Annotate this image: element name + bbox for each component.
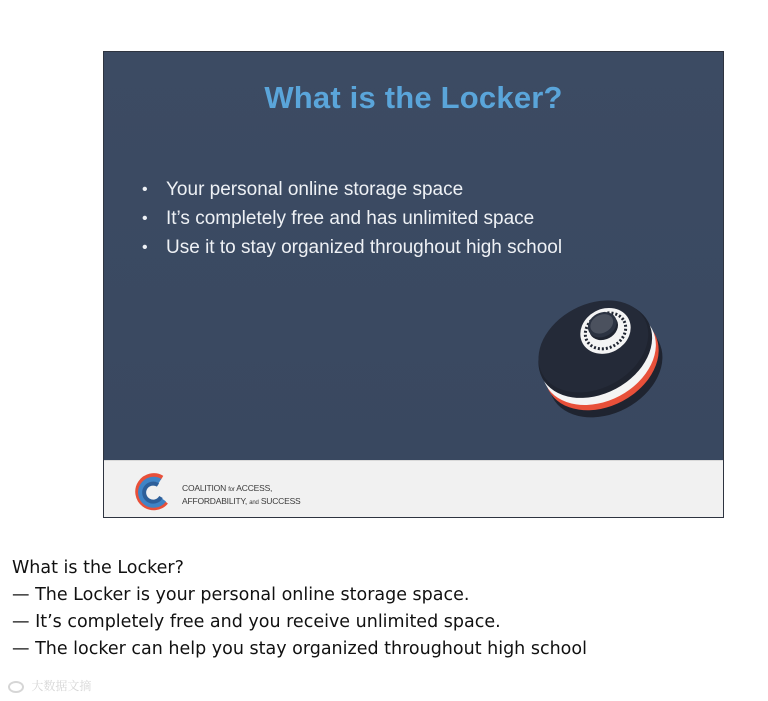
- presentation-slide: [103, 51, 724, 518]
- bullet-text: Use it to stay organized throughout high school: [166, 237, 563, 258]
- organization-name: [182, 483, 301, 509]
- caption-title: What is the Locker?: [12, 558, 184, 578]
- caption-line: — The locker can help you stay organized throughout high school: [12, 639, 587, 659]
- watermark-text: 大数据文摘: [31, 679, 92, 693]
- caption-line: — The Locker is your personal online storage space.: [12, 585, 470, 605]
- bullet-item: [140, 204, 562, 233]
- bullet-list: [140, 175, 562, 262]
- bullet-item: [140, 233, 562, 262]
- caption-line: — It’s completely free and you receive unlimited space.: [12, 612, 501, 632]
- slide-caption: [12, 555, 587, 663]
- coalition-logo-icon: [132, 470, 176, 514]
- bullet-dot-icon: •: [142, 181, 148, 198]
- bullet-item: [140, 175, 562, 204]
- organization-line-1: COALITION for ACCESS,: [182, 483, 273, 493]
- watermark-logo-icon: [8, 681, 24, 693]
- locker-dial-icon: [529, 287, 669, 427]
- slide-footer: [104, 460, 723, 518]
- organization-line-2: AFFORDABILITY, and SUCCESS: [182, 496, 301, 506]
- bullet-text: It’s completely free and has unlimited space: [166, 208, 535, 229]
- bullet-dot-icon: •: [142, 210, 148, 227]
- slide-body: [104, 52, 723, 460]
- watermark: [8, 677, 91, 694]
- bullet-text: Your personal online storage space: [166, 179, 464, 200]
- bullet-dot-icon: •: [142, 239, 148, 256]
- slide-title: What is the Locker?: [264, 80, 563, 115]
